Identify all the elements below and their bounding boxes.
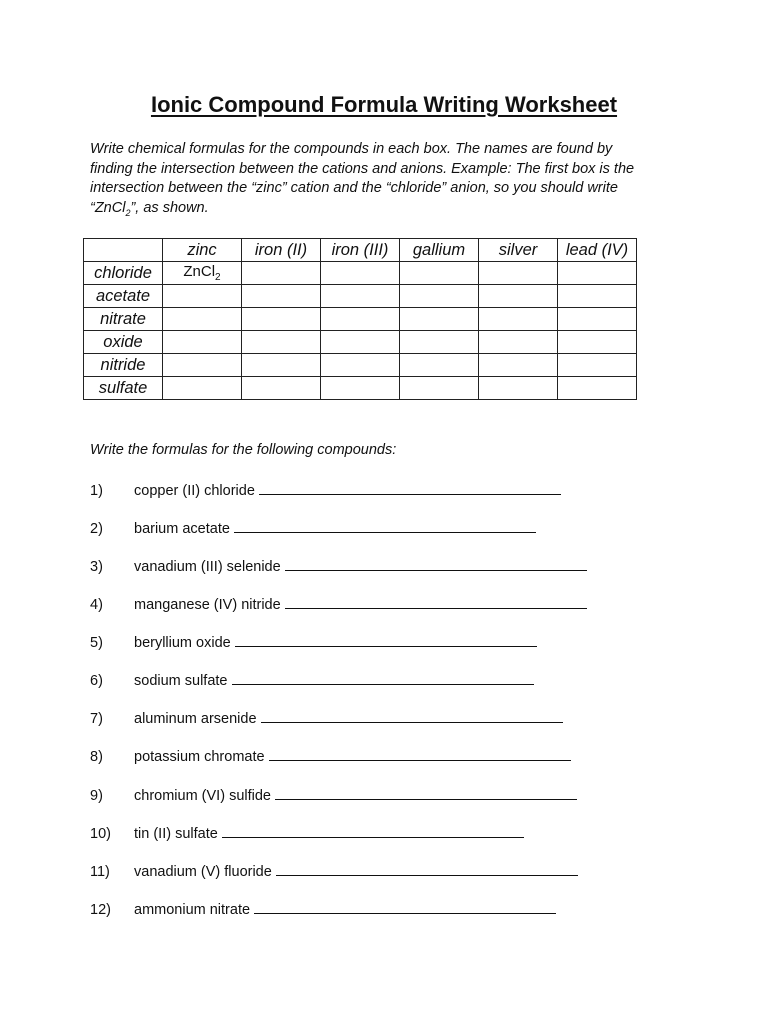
answer-cell[interactable] xyxy=(321,308,400,331)
answer-cell[interactable] xyxy=(558,377,637,400)
answer-cell[interactable] xyxy=(558,354,637,377)
question-item xyxy=(90,785,577,805)
question-text: vanadium (III) selenide xyxy=(134,559,281,575)
cation-header-silver: silver xyxy=(479,239,558,262)
instructions-paragraph xyxy=(90,140,680,223)
question-item xyxy=(90,670,534,690)
answer-cell[interactable] xyxy=(400,262,479,285)
answer-blank[interactable] xyxy=(275,785,577,800)
question-item xyxy=(90,746,571,766)
anion-label-chloride: chloride xyxy=(84,262,163,285)
answer-cell[interactable] xyxy=(558,331,637,354)
example-formula: ZnCl xyxy=(183,263,216,280)
question-number: 11) xyxy=(90,864,110,880)
grid-corner-cell xyxy=(84,239,163,262)
answer-blank[interactable] xyxy=(254,899,556,914)
answer-blank[interactable] xyxy=(276,861,578,876)
question-item xyxy=(90,861,578,881)
answer-cell[interactable] xyxy=(479,354,558,377)
instructions-line-4-pre: “ZnCl xyxy=(90,199,126,216)
cation-header-lead-iv: lead (IV) xyxy=(558,239,637,262)
answer-blank[interactable] xyxy=(222,823,524,838)
cation-header-iron-iii: iron (III) xyxy=(321,239,400,262)
question-item xyxy=(90,556,587,576)
answer-cell[interactable] xyxy=(479,262,558,285)
cation-header-gallium: gallium xyxy=(400,239,479,262)
answer-blank[interactable] xyxy=(269,746,571,761)
anion-label-nitrate: nitrate xyxy=(84,308,163,331)
answer-blank[interactable] xyxy=(285,556,587,571)
answer-cell[interactable] xyxy=(242,354,321,377)
question-item xyxy=(90,632,537,652)
example-formula-subscript: 2 xyxy=(215,272,221,283)
answer-cell[interactable] xyxy=(321,262,400,285)
grid-row-acetate xyxy=(84,285,637,308)
answer-cell[interactable] xyxy=(242,377,321,400)
grid-row-nitrate xyxy=(84,308,637,331)
anion-label-nitride: nitride xyxy=(84,354,163,377)
question-text: tin (II) sulfate xyxy=(134,826,218,842)
cation-header-zinc: zinc xyxy=(163,239,242,262)
cation-header-iron-ii: iron (II) xyxy=(242,239,321,262)
question-number: 3) xyxy=(90,559,103,575)
question-text: copper (II) chloride xyxy=(134,483,255,499)
answer-cell[interactable] xyxy=(242,262,321,285)
answer-cell[interactable] xyxy=(163,377,242,400)
question-item xyxy=(90,708,563,728)
question-item xyxy=(90,823,524,843)
answer-cell[interactable] xyxy=(321,377,400,400)
instructions-line-2: finding the intersection between the cations and anions. Example: The first box is the xyxy=(90,160,635,177)
answer-cell[interactable] xyxy=(242,285,321,308)
answer-cell[interactable] xyxy=(479,285,558,308)
question-text: potassium chromate xyxy=(134,749,265,765)
grid-row-nitride xyxy=(84,354,637,377)
answer-cell[interactable] xyxy=(558,262,637,285)
instructions-line-3: intersection between the “zinc” cation and the “chloride” anion, so you should write xyxy=(90,180,618,196)
answer-cell[interactable] xyxy=(163,354,242,377)
answer-cell[interactable] xyxy=(558,308,637,331)
question-text: sodium sulfate xyxy=(134,673,228,689)
question-number: 10) xyxy=(90,826,111,842)
grid-header-row xyxy=(84,239,637,262)
instructions-line-4-subscript: 2 xyxy=(125,207,131,218)
question-number: 2) xyxy=(90,521,103,537)
grid-row-chloride xyxy=(84,262,637,285)
question-number: 9) xyxy=(90,788,103,804)
answer-cell[interactable] xyxy=(558,285,637,308)
anion-label-oxide: oxide xyxy=(84,331,163,354)
answer-blank[interactable] xyxy=(235,632,537,647)
example-answer-cell xyxy=(163,262,242,285)
answer-blank[interactable] xyxy=(261,708,563,723)
question-item xyxy=(90,594,587,614)
answer-cell[interactable] xyxy=(479,377,558,400)
answer-blank[interactable] xyxy=(259,480,561,495)
answer-cell[interactable] xyxy=(163,308,242,331)
answer-cell[interactable] xyxy=(479,308,558,331)
answer-cell[interactable] xyxy=(479,331,558,354)
instructions-line-1: Write chemical formulas for the compounds in each box. The names are found by xyxy=(90,141,613,157)
question-number: 4) xyxy=(90,597,103,613)
answer-cell[interactable] xyxy=(321,331,400,354)
anion-label-sulfate: sulfate xyxy=(84,377,163,400)
answer-cell[interactable] xyxy=(400,285,479,308)
question-text: manganese (IV) nitride xyxy=(134,597,281,613)
answer-cell[interactable] xyxy=(242,331,321,354)
answer-cell[interactable] xyxy=(321,285,400,308)
grid-row-oxide xyxy=(84,331,637,354)
question-number: 12) xyxy=(90,902,111,918)
answer-cell[interactable] xyxy=(400,377,479,400)
answer-cell[interactable] xyxy=(163,331,242,354)
formula-grid-table xyxy=(83,238,637,400)
grid-row-sulfate xyxy=(84,377,637,400)
question-item xyxy=(90,480,561,500)
answer-blank[interactable] xyxy=(285,594,587,609)
section-instruction: Write the formulas for the following compounds: xyxy=(90,442,397,458)
question-item xyxy=(90,518,536,538)
answer-cell[interactable] xyxy=(163,285,242,308)
answer-cell[interactable] xyxy=(400,308,479,331)
question-text: beryllium oxide xyxy=(134,635,231,651)
question-text: vanadium (V) fluoride xyxy=(134,864,272,880)
question-number: 1) xyxy=(90,483,103,499)
question-number: 6) xyxy=(90,673,103,689)
answer-cell[interactable] xyxy=(400,331,479,354)
question-number: 7) xyxy=(90,711,103,727)
anion-label-acetate: acetate xyxy=(84,285,163,308)
answer-blank[interactable] xyxy=(234,518,536,533)
worksheet-title: Ionic Compound Formula Writing Worksheet xyxy=(150,92,618,117)
question-text: barium acetate xyxy=(134,521,230,537)
question-number: 8) xyxy=(90,749,103,765)
question-item xyxy=(90,899,556,919)
question-text: ammonium nitrate xyxy=(134,902,251,918)
answer-cell[interactable] xyxy=(400,354,479,377)
answer-cell[interactable] xyxy=(242,308,321,331)
answer-blank[interactable] xyxy=(232,670,534,685)
question-number: 5) xyxy=(90,635,103,651)
question-text: chromium (VI) sulfide xyxy=(134,788,271,804)
question-text: aluminum arsenide xyxy=(134,711,257,727)
instructions-line-4-post: ”, as shown. xyxy=(130,199,209,216)
answer-cell[interactable] xyxy=(321,354,400,377)
